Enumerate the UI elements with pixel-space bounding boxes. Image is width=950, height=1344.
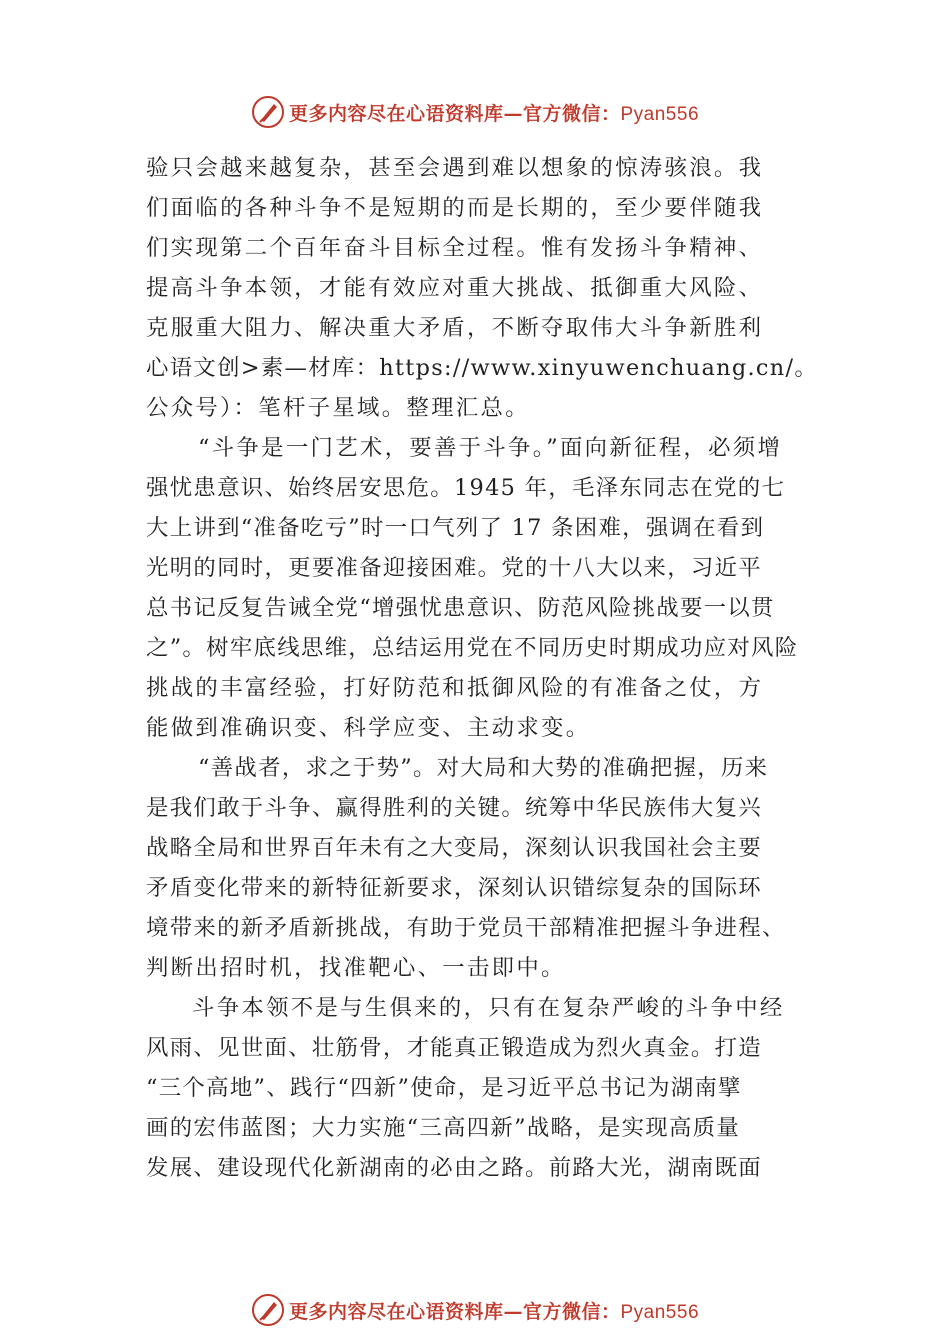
text-line: 风雨、见世面、壮筋骨，才能真正锻造成为烈火真金。打造: [146, 1035, 762, 1061]
text-line: 大上讲到“准备吃亏”时一口气列了 17 条困难，强调在看到: [146, 515, 765, 541]
header-banner: [0, 92, 950, 132]
paragraph-start-line: “善战者，求之于势”。对大局和大势的准确把握，历来: [198, 755, 769, 781]
text-line: 判断出招时机，找准靶心、一击即中。: [146, 955, 566, 981]
text-line: 之”。树牢底线思维，总结运用党在不同历史时期成功应对风险: [146, 635, 799, 661]
paragraph-start-line: 斗争本领不是与生俱来的，只有在复杂严峻的斗争中经: [192, 995, 785, 1021]
text-line: 们面临的各种斗争不是短期的而是长期的，至少要伴随我: [146, 195, 764, 221]
text-line: 能做到准确识变、科学应变、主动求变。: [146, 715, 591, 741]
header-banner-text: 更多内容尽在心语资料库—官方微信：Pyan556: [288, 102, 700, 125]
text-line: 挑战的丰富经验，打好防范和抵御风险的有准备之仗，方: [146, 675, 764, 701]
text-line: 总书记反复告诫全党“增强忧患意识、防范风险挑战要一以贯: [146, 595, 775, 621]
document-body: [146, 148, 846, 1188]
text-line: 光明的同时，更要准备迎接困难。党的十八大以来，习近平: [146, 555, 762, 581]
text-line: 验只会越来越复杂，甚至会遇到难以想象的惊涛骇浪。我: [146, 155, 764, 181]
text-line: 战略全局和世界百年未有之大变局，深刻认识我国社会主要: [146, 835, 762, 861]
footer-banner-text: 更多内容尽在心语资料库—官方微信：Pyan556: [288, 1300, 700, 1323]
paragraph-start-line: “斗争是一门艺术，要善于斗争。”面向新征程，必须增: [198, 435, 783, 461]
quill-logo-icon: [251, 1293, 285, 1327]
text-line: 克服重大阻力、解决重大矛盾，不断夺取伟大斗争新胜利: [146, 315, 764, 341]
footer-banner: [0, 1290, 950, 1330]
text-line: 心语文创>素—材库：https://www.xinyuwenchuang.cn/。: [146, 355, 819, 381]
text-line: 公众号）：笔杆子星域。整理汇总。: [146, 395, 530, 421]
text-line: 强忧患意识、始终居安思危。1945 年，毛泽东同志在党的七: [146, 475, 786, 501]
text-line: 是我们敢于斗争、赢得胜利的关键。统筹中华民族伟大复兴: [146, 795, 762, 821]
text-line: 提高斗争本领，才能有效应对重大挑战、抵御重大风险、: [146, 275, 764, 301]
text-line: 矛盾变化带来的新特征新要求，深刻认识错综复杂的国际环: [146, 875, 762, 901]
text-line: “三个高地”、践行“四新”使命，是习近平总书记为湖南擘: [146, 1075, 742, 1101]
text-line: 画的宏伟蓝图；大力实施“三高四新”战略，是实现高质量: [146, 1115, 741, 1141]
quill-logo-icon: [251, 95, 285, 129]
text-line: 们实现第二个百年奋斗目标全过程。惟有发扬斗争精神、: [146, 235, 764, 261]
text-line: 发展、建设现代化新湖南的必由之路。前路大光，湖南既面: [146, 1155, 762, 1181]
text-line: 境带来的新矛盾新挑战，有助于党员干部精准把握斗争进程、: [146, 915, 786, 941]
